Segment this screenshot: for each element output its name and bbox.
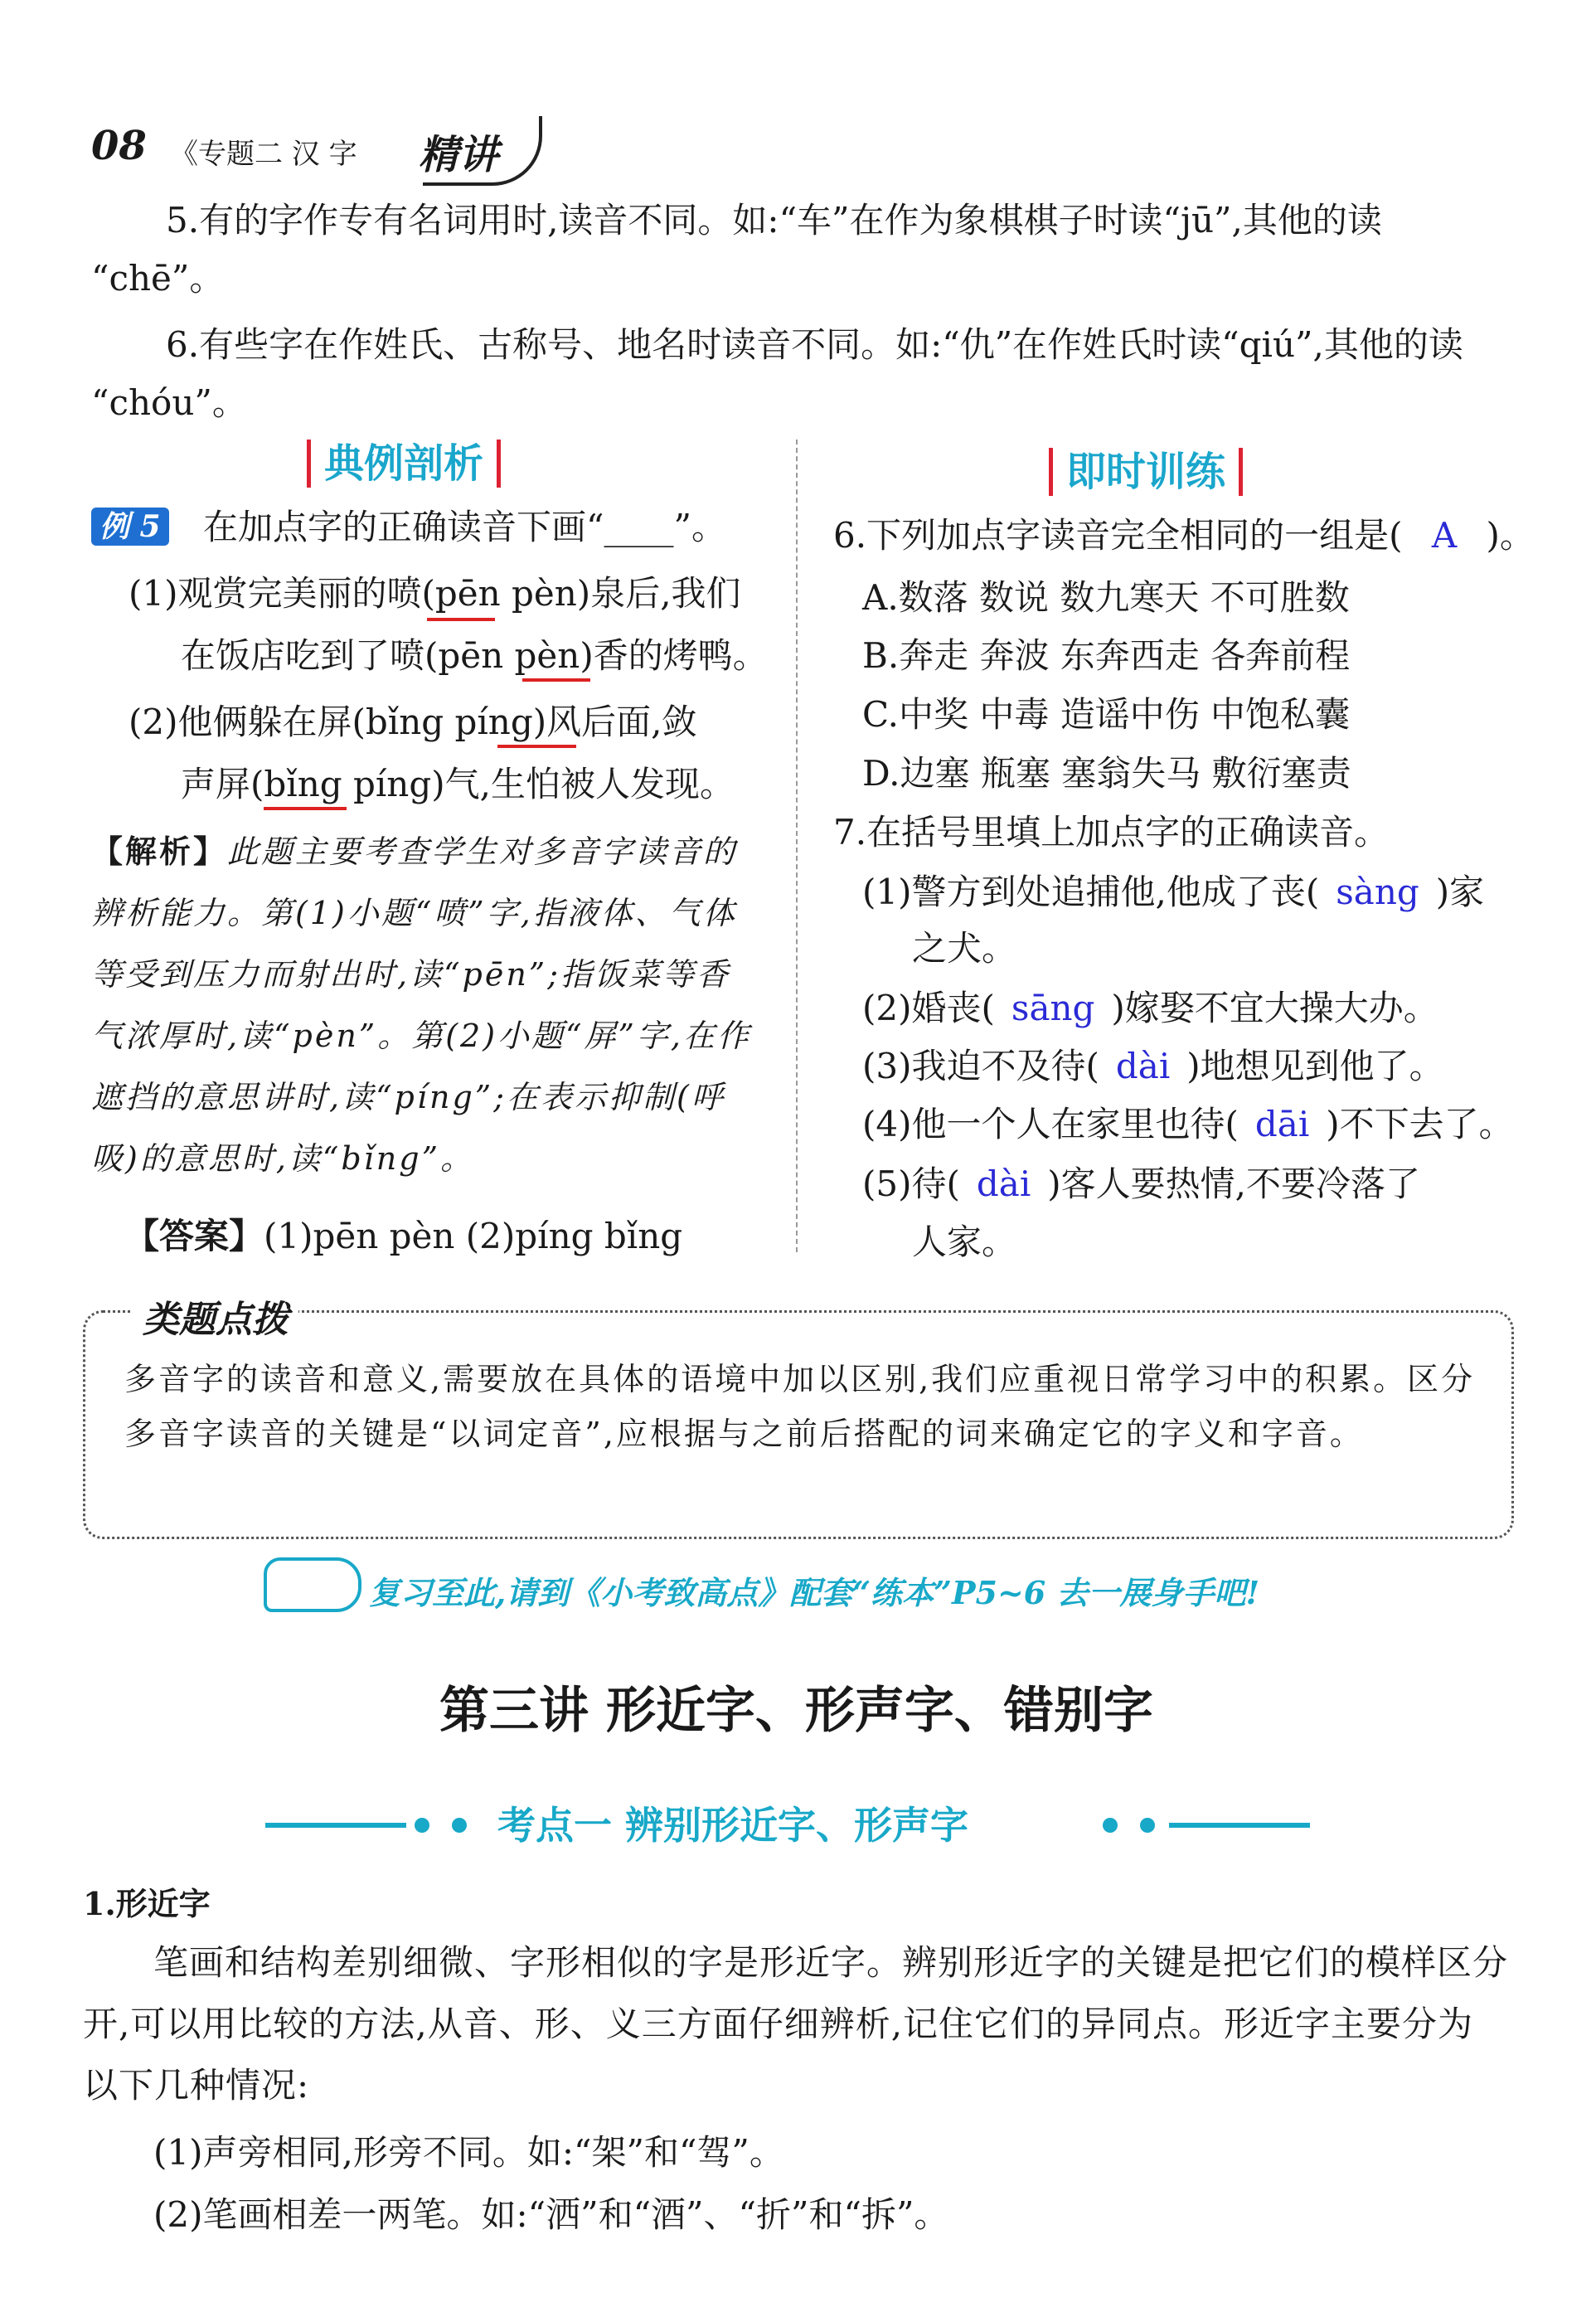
option-a: A.数落 数说 数九寒天 不可胜数: [862, 577, 1350, 618]
answer-label: 【答案】: [124, 1216, 264, 1256]
example-badge: [91, 508, 169, 546]
answer-underline: [522, 678, 590, 682]
column-divider: [796, 440, 798, 1252]
sec1-heading: 1.形近字: [83, 1885, 211, 1922]
answer-underline: [497, 745, 576, 748]
fill-item-1-pre: (1)警方到处追捕他,他成了丧(: [862, 872, 1320, 912]
pointing-hand-icon: [264, 1557, 361, 1612]
answer: [124, 1207, 682, 1266]
fill-item-1-cont: 之犬。: [912, 928, 1017, 969]
kp-right-dot: [1140, 1818, 1155, 1833]
example-section-title: 典例剖析: [307, 440, 501, 488]
option-c: C.中奖 中毒 造谣中伤 中饱私囊: [862, 694, 1351, 735]
fill-item-4: [862, 1095, 1514, 1154]
example-prompt: 在加点字的正确读音下画“____”。: [203, 507, 726, 547]
key-point-title: 考点一 辨别形近字、形声字: [497, 1803, 969, 1848]
fill-item-5: [862, 1154, 1420, 1214]
example-q1-line1: (1)观赏完美丽的喷(pēn pèn)泉后,我们: [129, 573, 741, 614]
kp-left-dot: [415, 1818, 429, 1833]
topic-label: 《专题二 汉 字: [170, 138, 357, 171]
practice-q6-answer: A: [1431, 515, 1458, 556]
fill-item-3-answer: dài: [1115, 1046, 1171, 1086]
fill-item-1-post: )家: [1435, 872, 1485, 912]
tip-title: 类题点拨: [133, 1290, 298, 1343]
intro-item5-line1: 5.有的字作专有名词用时,读音不同。如:“车”在作为象棋棋子时读“jū”,其他的读: [166, 200, 1382, 240]
fill-item-3-post: )地想见到他了。: [1186, 1046, 1444, 1086]
analysis-text: 此题主要考查学生对多音字读音的辨析能力。第(1)小题“喷”字,指液体、气体等受到压力而射出时,读“pēn”;指饭菜等香气浓厚时,读“pèn”。第(2)小题“屏”字,在作遮挡的意思讲时,读“píng”;在表示抑制(呼吸)的意思时,读“bǐng”。: [91, 833, 751, 1177]
fill-item-1-answer: sàng: [1336, 872, 1419, 912]
intro-item6-line1: 6.有些字在作姓氏、古称号、地名时读音不同。如:“仇”在作姓氏时读“qiú”,其他的读: [166, 324, 1463, 365]
sec1-case2: (2)笔画相差一两笔。如:“洒”和“酒”、“折”和“拆”。: [153, 2194, 949, 2235]
fill-item-5-cont: 人家。: [912, 1222, 1017, 1262]
section-label: 精讲: [419, 132, 499, 178]
answer-underline: [427, 618, 495, 621]
practice-q6: [833, 506, 1535, 566]
intro-item5-line2: “chē”。: [91, 258, 225, 299]
answer-text: (1)pēn pèn (2)píng bǐng: [264, 1216, 683, 1256]
lecture-title: 第三讲 形近字、形声字、错别字: [439, 1682, 1153, 1740]
fill-item-4-pre: (4)他一个人在家里也待(: [862, 1104, 1239, 1144]
fill-item-2: [862, 979, 1438, 1038]
fill-item-2-post: )嫁娶不宜大操大办。: [1111, 988, 1438, 1028]
fill-item-2-answer: sāng: [1011, 988, 1095, 1028]
fill-item-4-post: )不下去了。: [1326, 1104, 1514, 1144]
tip-text: 多音字的读音和意义,需要放在具体的语境中加以区别,我们应重视日常学习中的积累。区分多音字读音的关键是“以词定音”,应根据与之前后搭配的词来确定它的字义和字音。: [124, 1361, 1476, 1452]
kp-right-dot: [1103, 1818, 1118, 1833]
review-note: 复习至此,请到《小考致高点》配套“练本”P5~6 去一展身手吧!: [369, 1574, 1260, 1611]
practice-q6-text: 6.下列加点字读音完全相同的一组是(: [833, 515, 1403, 556]
fill-item-5-answer: dài: [976, 1163, 1031, 1204]
example-q1-line2: 在饭店吃到了喷(pēn pèn)香的烤鸭。: [181, 635, 768, 676]
intro-item6-line2: “chóu”。: [91, 382, 247, 423]
example-q2-line2: 声屏(bǐng píng)气,生怕被人发现。: [181, 764, 735, 804]
fill-item-5-pre: (5)待(: [862, 1163, 960, 1204]
option-d: D.边塞 瓶塞 塞翁失马 敷衍塞责: [862, 753, 1351, 794]
fill-item-5-post: )客人要热情,不要冷落了: [1047, 1163, 1420, 1204]
fill-item-3: [862, 1037, 1444, 1096]
kp-right-line: [1169, 1823, 1310, 1828]
sec1-paragraph: 笔画和结构差别细微、字形相似的字是形近字。辨别形近字的关键是把它们的模样区分开,可以用比较的方法,从音、形、义三方面仔细辨析,记住它们的异同点。形近字主要分为以下几种情况:: [83, 1942, 1509, 2106]
answer-underline: [264, 807, 347, 810]
practice-q6-end: )。: [1486, 515, 1535, 556]
example-q2-line1: (2)他俩躲在屏(bǐng píng)风后面,敛: [129, 702, 697, 742]
analysis-label: 【解析】: [91, 833, 228, 870]
practice-q7: 7.在括号里填上加点字的正确读音。: [833, 812, 1390, 853]
kp-left-line: [265, 1823, 406, 1828]
page-number: 08: [91, 123, 147, 169]
fill-item-3-pre: (3)我迫不及待(: [862, 1046, 1099, 1086]
fill-item-2-pre: (2)婚丧(: [862, 988, 995, 1028]
fill-item-4-answer: dāi: [1254, 1104, 1310, 1144]
header-decoration: [423, 116, 542, 186]
analysis: [91, 821, 763, 1189]
example-badge-text: 例 5: [91, 508, 169, 546]
practice-section-title: 即时训练: [1049, 448, 1243, 496]
kp-left-dot: [452, 1818, 467, 1833]
fill-item-1: [862, 862, 1484, 922]
option-b: B.奔走 奔波 东奔西走 各奔前程: [862, 635, 1351, 676]
sec1-case1: (1)声旁相同,形旁不同。如:“架”和“驾”。: [153, 2132, 784, 2173]
